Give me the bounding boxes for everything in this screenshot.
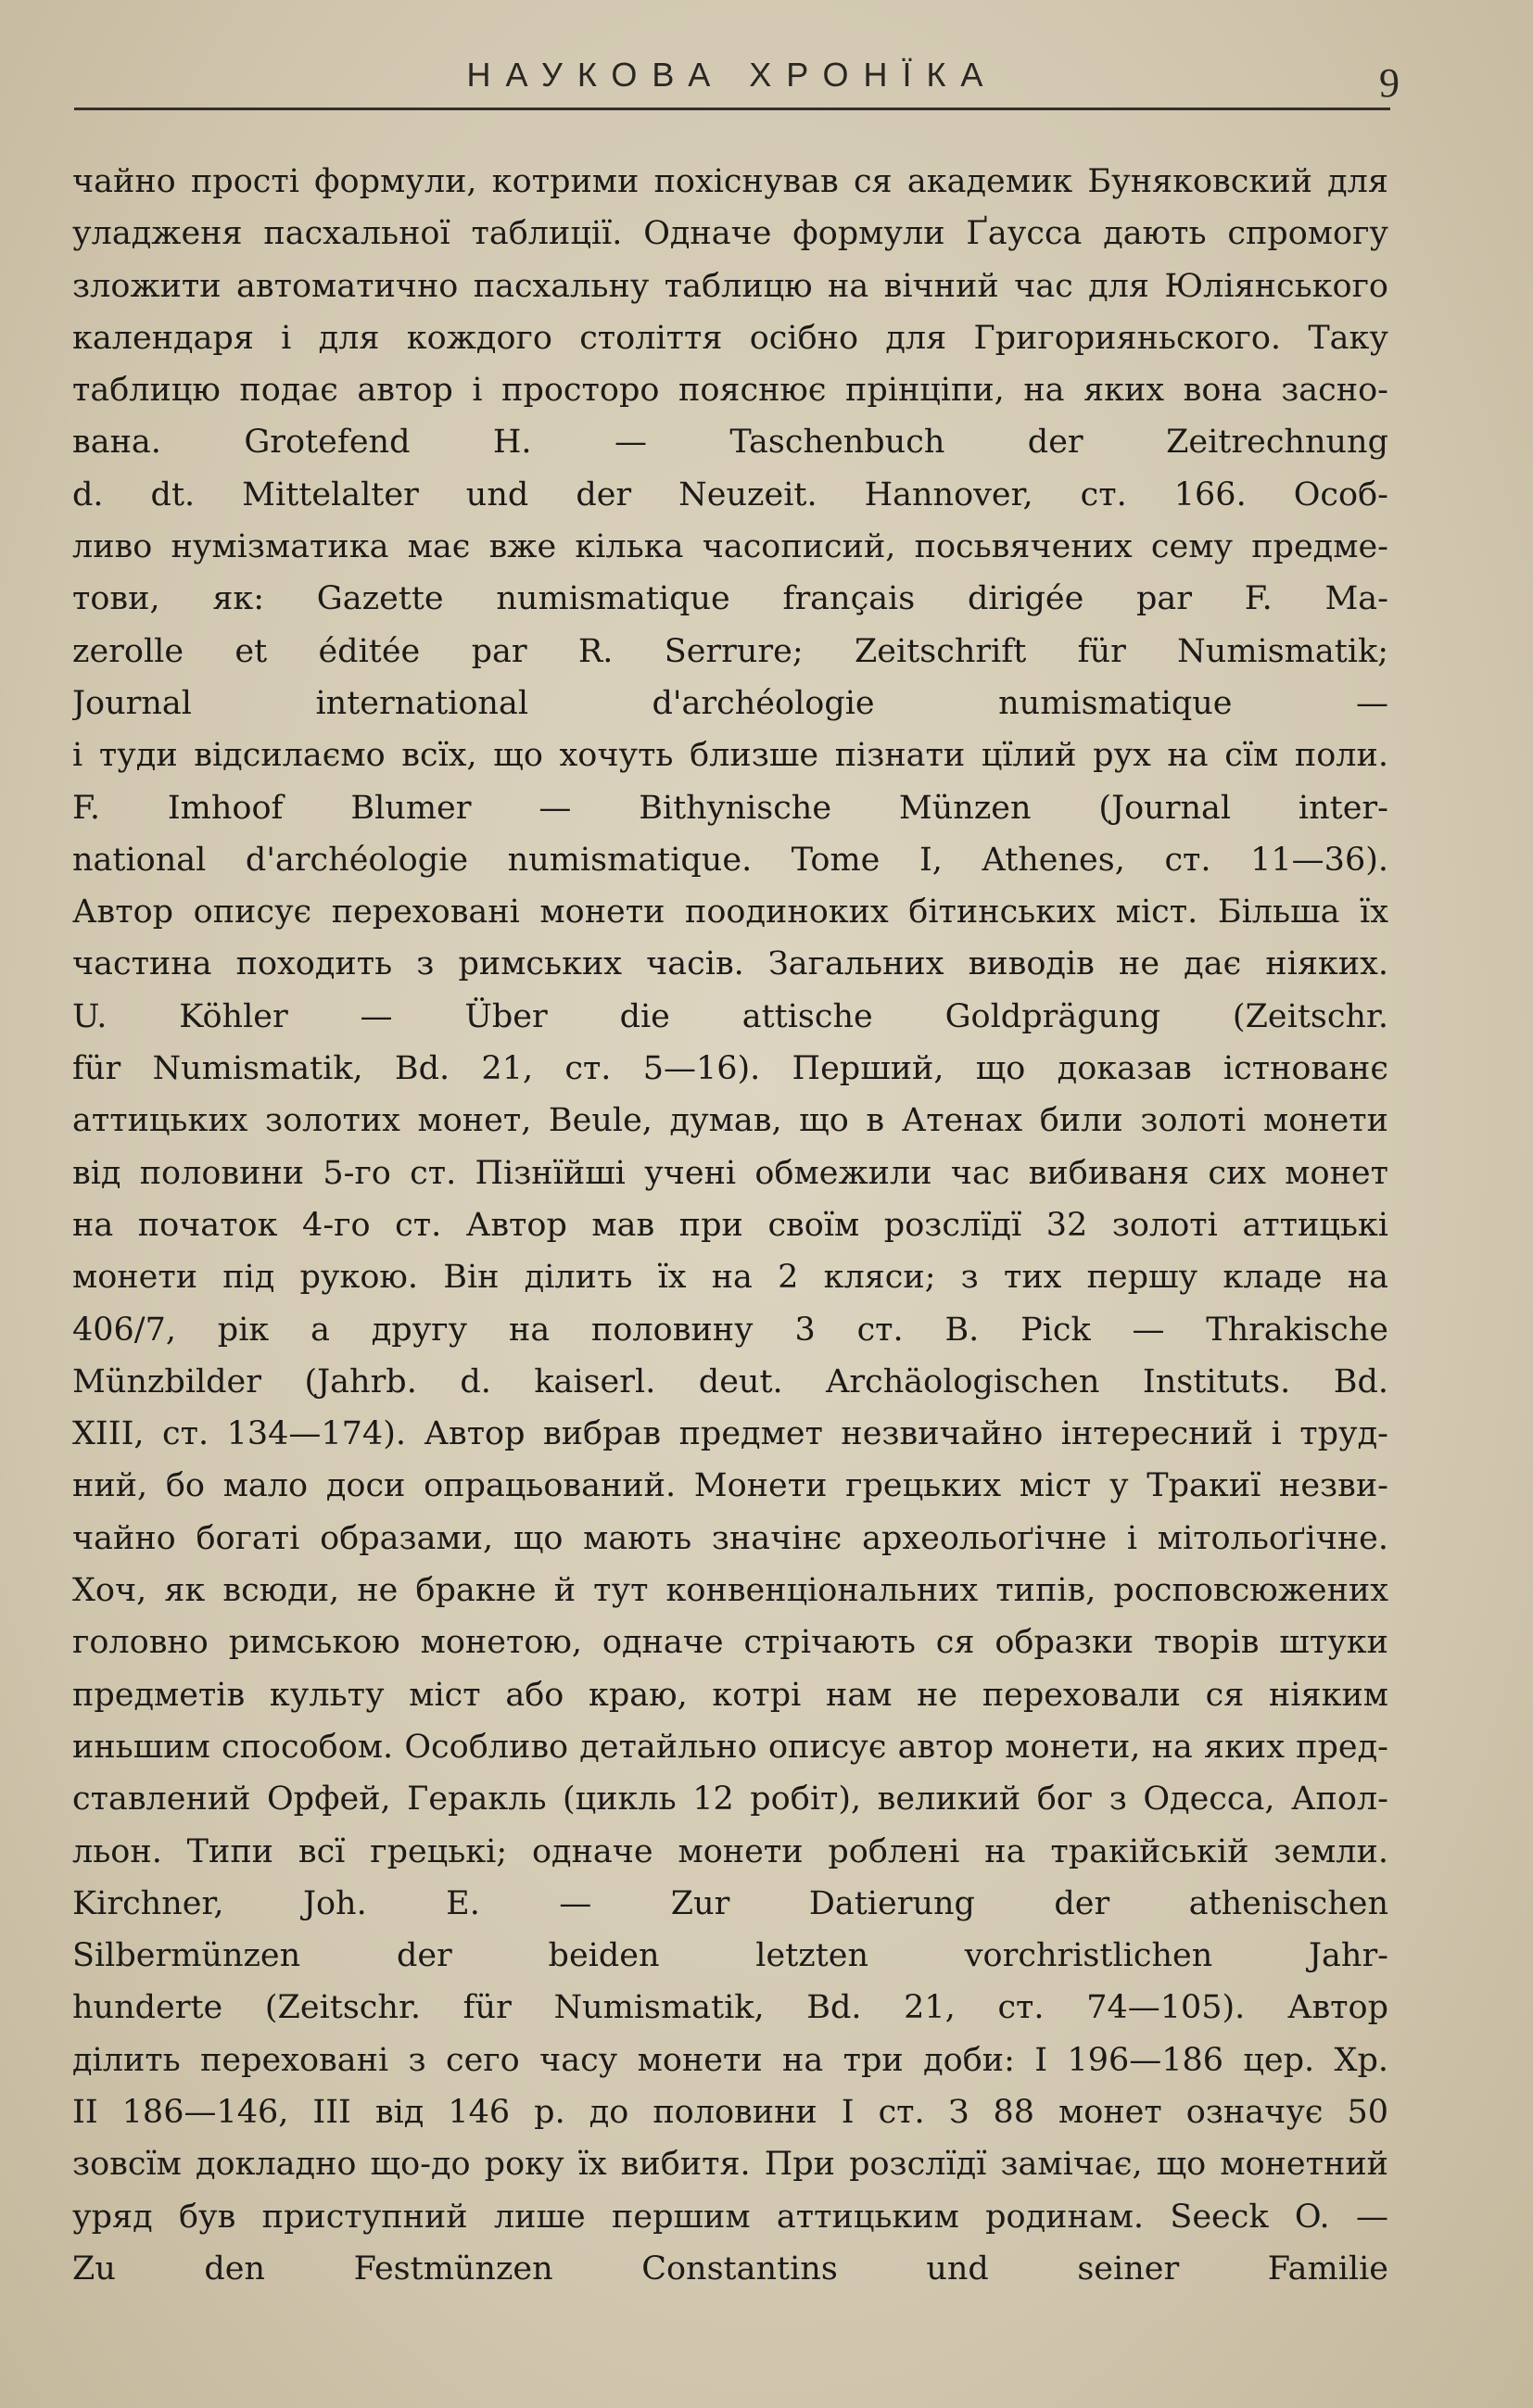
text-line: ний, бо мало доси опрацьований. Монети грецьких міст у Тракиї незви- xyxy=(72,1467,1388,1505)
text-line: уряд був приступний лише першим аттицьким родинам. Seeck O. — xyxy=(72,2198,1388,2236)
text-line: уладженя пасхальної таблиції. Одначе формули Ґаусса дають спромогу xyxy=(72,215,1388,253)
text-line: і туди відсилаємо всїх, що хочуть близше пізнати цїлий рух на сїм поли. xyxy=(72,737,1388,775)
text-line: Автор описує переховані монети поодиноких бітинських міст. Більша їх xyxy=(72,893,1388,932)
text-line: Хоч, як всюди, не бракне й тут конвенціональних типів, росповсюжених xyxy=(72,1572,1388,1610)
page-header xyxy=(74,46,1400,111)
header-rule xyxy=(74,108,1390,110)
text-line: U. Köhler — Über die attische Goldprägung (Zeitschr. xyxy=(72,997,1388,1035)
text-line: таблицю подає автор і просторо пояснює прінціпи, на яких вона засно- xyxy=(72,372,1388,410)
text-line: d. dt. Mittelalter und der Neuzeit. Hannover, ст. 166. Особ- xyxy=(72,475,1388,513)
text-line: чайно прості формули, котрими похіснував ся академик Буняковский для xyxy=(72,163,1388,200)
text-line: Journal international d'archéologie numismatique — xyxy=(72,684,1388,722)
text-line: Zu den Festmünzen Constantins und seiner Familie xyxy=(72,2250,1388,2288)
text-line: ливо нумізматика має вже кілька часописий, посьвячених сему предме- xyxy=(72,528,1388,566)
page-number: 9 xyxy=(1379,60,1400,106)
text-line: монети під рукою. Він ділить їх на 2 кляси; з тих першу кладе на xyxy=(72,1259,1388,1297)
text-line: від половини 5-го ст. Пізнїйші учені обмежили час вибиваня сих монет xyxy=(72,1154,1388,1192)
text-line: ділить переховані з сего часу монети на три доби: I 196—186 цер. Хр. xyxy=(72,2041,1388,2079)
text-line: чайно богаті образами, що мають значінє археольоґічне і мітольоґічне. xyxy=(72,1519,1388,1557)
text-line: ставлений Орфей, Геракль (цикль 12 робіт), великий бог з Одесса, Апол- xyxy=(72,1781,1388,1819)
text-line: иньшим способом. Особливо детайльно описує автор монети, на яких пред- xyxy=(72,1728,1388,1766)
text-line: Silbermünzen der beiden letzten vorchristlichen Jahr- xyxy=(72,1937,1388,1975)
text-line: hunderte (Zeitschr. für Numismatik, Bd. 21, ст. 74—105). Автор xyxy=(72,1989,1388,2027)
text-line: льон. Типи всї грецькі; одначе монети роблені на тракійській земли. xyxy=(72,1832,1388,1870)
text-line: Münzbilder (Jahrb. d. kaiserl. deut. Archäologischen Instituts. Bd. xyxy=(72,1362,1388,1400)
text-line: аттицьких золотих монет, Beule, думав, що в Атенах били золоті монети xyxy=(72,1102,1388,1140)
text-line: 406/7, рік а другу на половину 3 ст. B. Pick — Thrakische xyxy=(72,1311,1388,1349)
text-line: головно римською монетою, одначе стрічають ся образки творів штуки xyxy=(72,1624,1388,1662)
text-line: II 186—146, III від 146 р. до половини I ст. З 88 монет означує 50 xyxy=(72,2093,1388,2131)
text-line: F. Imhoof Blumer — Bithynische Münzen (Journal inter- xyxy=(72,789,1388,827)
text-line: zerolle et éditée par R. Serrure; Zeitschrift für Numismatik; xyxy=(72,632,1388,670)
text-line: предметів культу міст або краю, котрі нам не переховали ся ніяким xyxy=(72,1676,1388,1714)
running-head: НАУКОВА ХРОНЇКА xyxy=(466,56,998,94)
text-line: Kirchner, Joh. E. — Zur Datierung der athenischen xyxy=(72,1884,1388,1922)
text-line: зложити автоматично пасхальну таблицю на вічний час для Юліянського xyxy=(72,267,1388,305)
text-line: тови, як: Gazette numismatique français dirigée par F. Ma- xyxy=(72,580,1388,618)
text-line: зовсїм докладно що-до року їх вибитя. При розслїдї замічає, що монетний xyxy=(72,2146,1388,2184)
text-line: календаря і для кождого століття осібно для Григорияньского. Таку xyxy=(72,319,1388,357)
text-line: national d'archéologie numismatique. Tome I, Athenes, ст. 11—36). xyxy=(72,841,1388,879)
text-line: на початок 4-го ст. Автор мав при своїм розслїдї 32 золоті аттицькі xyxy=(72,1206,1388,1244)
text-line: für Numismatik, Bd. 21, ст. 5—16). Перший, що доказав істнованє xyxy=(72,1050,1388,1088)
text-line: вана. Grotefend H. — Taschenbuch der Zeitrechnung xyxy=(72,424,1388,462)
text-line: XIII, ст. 134—174). Автор вибрав предмет незвичайно інтересний і труд- xyxy=(72,1415,1388,1453)
text-line: частина походить з римських часів. Загальних виводів не дає ніяких. xyxy=(72,945,1388,983)
body-text xyxy=(72,156,1388,2295)
